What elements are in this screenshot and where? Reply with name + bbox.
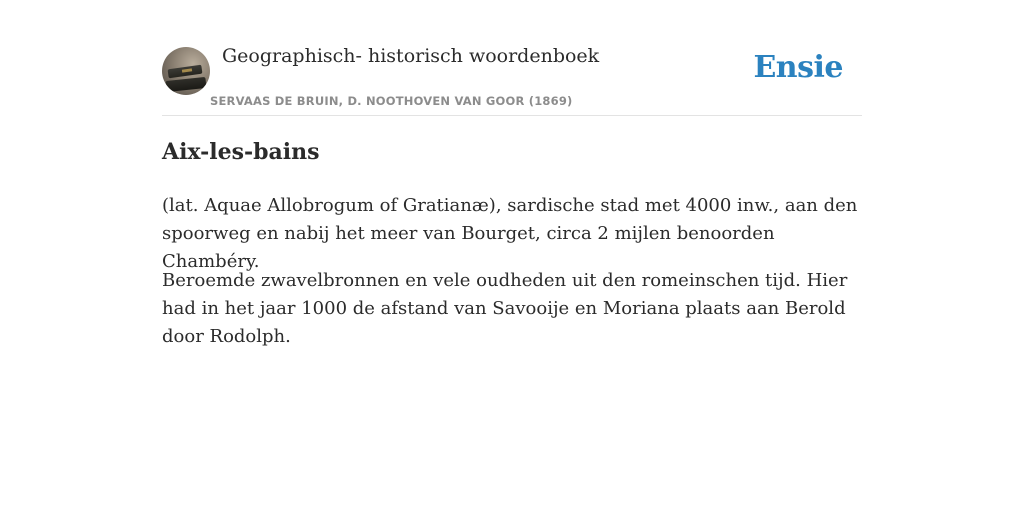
book-title-link[interactable]: Geographisch- historisch woordenboek [222,45,600,67]
book-authors: SERVAAS DE BRUIN, D. NOOTHOVEN VAN GOOR (1869) [210,94,573,108]
entry-title: Aix-les-bains [162,139,320,165]
ensie-logo[interactable]: Ensie [753,50,843,85]
book-cover-avatar[interactable] [162,47,210,95]
entry-paragraph: (lat. Aquae Allobrogum of Gratianæ), sardische stad met 4000 inw., aan den spoorweg en nabij het meer van Bourget, circa 2 mijlen benoorden Chambéry. [162,195,858,272]
book-icon-lower [166,77,207,92]
page-content [162,0,862,347]
entry-paragraph: Beroemde zwavelbronnen en vele oudheden uit den romeinschen tijd. Hier had in het jaar 1000 de afstand van Savooije en Moriana plaats aan Berold door Rodolph. [162,270,848,347]
book-header [162,0,862,116]
